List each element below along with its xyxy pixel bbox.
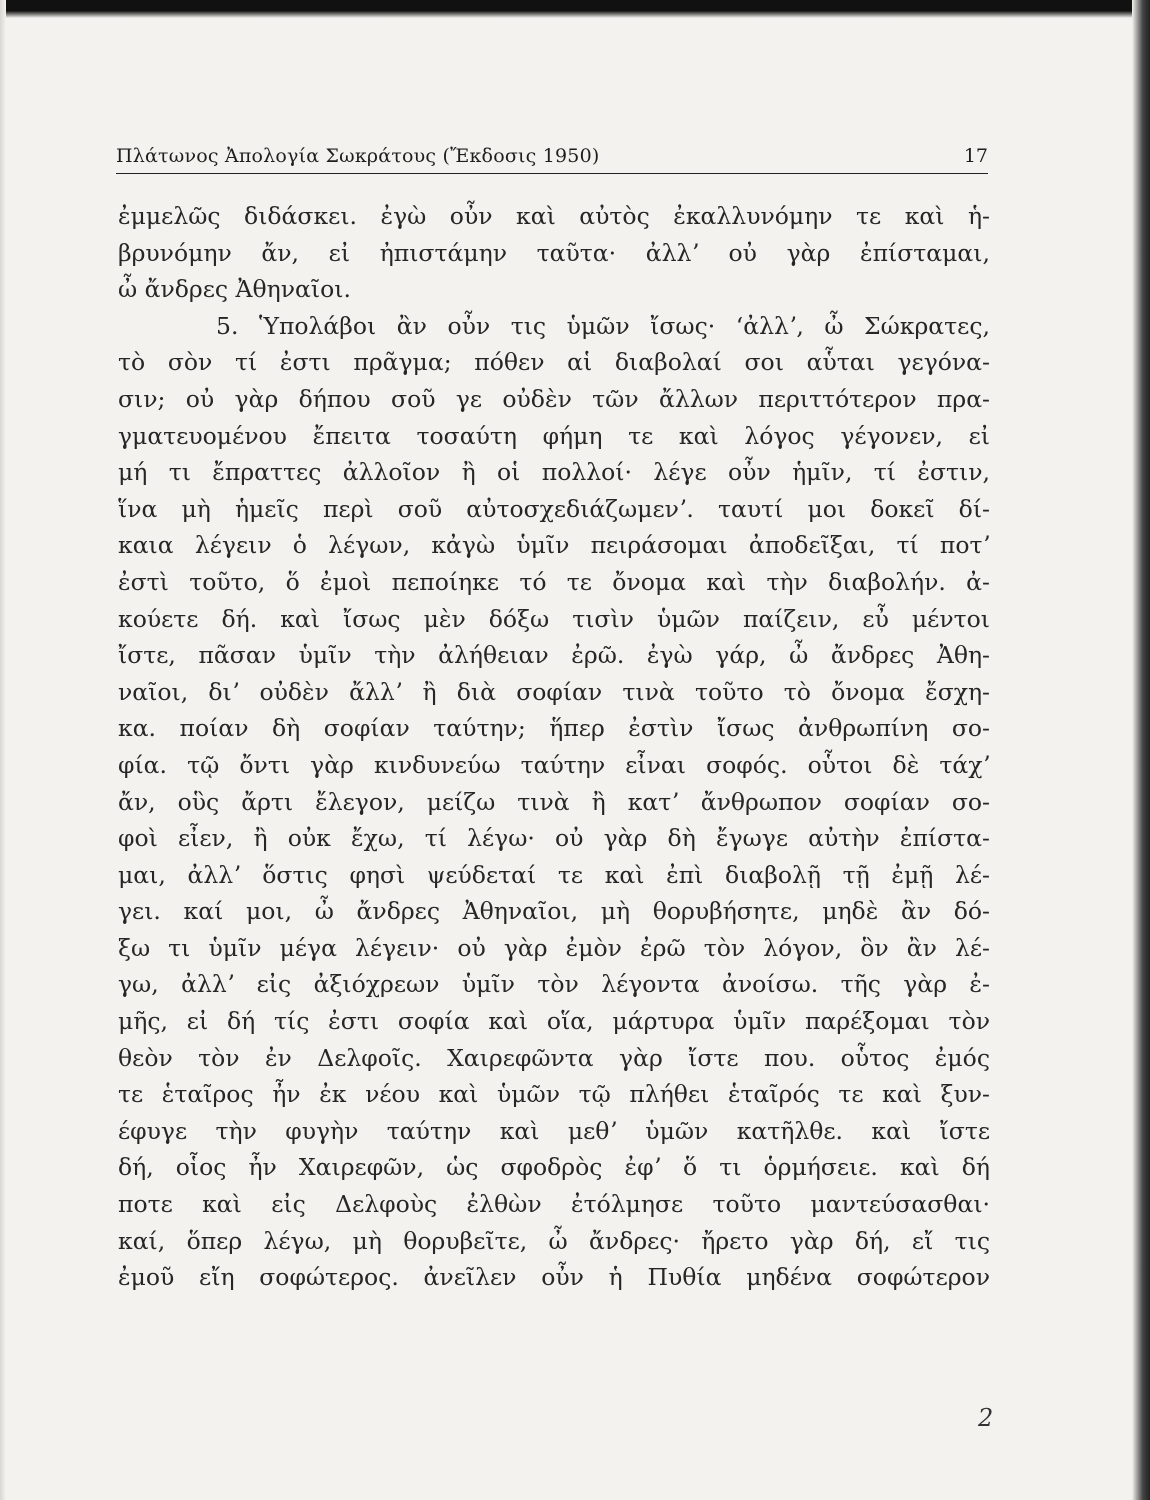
header-page-number: 17 [963, 145, 988, 167]
text-line: γματευομένου ἔπειτα τοσαύτη φήμη τε καὶ λόγος γέγονεν, εἰ [118, 421, 990, 450]
body-text [118, 198, 990, 1296]
text-line: ναῖοι, διʼ οὐδὲν ἄλλʼ ἢ διὰ σοφίαν τινὰ τοῦτο τὸ ὄνομα ἔσχη- [118, 677, 990, 706]
text-line: ἐμμελῶς διδάσκει. ἐγὼ οὖν καὶ αὐτὸς ἐκαλλυνόμην τε καὶ ἡ- [118, 202, 990, 230]
text-line: 5. Ὑπολάβοι ἂν οὖν τις ὑμῶν ἴσως· ʻἀλλʼ, ὦ Σώκρατες, [216, 311, 990, 340]
text-line: ποτε καὶ εἰς Δελφοὺς ἐλθὼν ἐτόλμησε τοῦτο μαντεύσασθαι· [118, 1190, 990, 1219]
text-line: ἐστὶ τοῦτο, ὅ ἐμοὶ πεποίηκε τό τε ὄνομα καὶ τὴν διαβολήν. ἀ- [118, 567, 990, 596]
text-line: τὸ σὸν τί ἐστι πρᾶγμα; πόθεν αἱ διαβολαί σοι αὗται γεγόνα- [118, 348, 990, 377]
text-line: μή τι ἔπραττες ἀλλοῖον ἢ οἱ πολλοί· λέγε οὖν ἡμῖν, τί ἐστιν, [118, 458, 990, 487]
text-line: φοὶ εἶεν, ἢ οὐκ ἔχω, τί λέγω· οὐ γὰρ δὴ ἔγωγε αὐτὴν ἐπίστα- [118, 824, 990, 853]
folio-number: 2 [978, 1404, 994, 1432]
text-line: γω, ἀλλʼ εἰς ἀξιόχρεων ὑμῖν τὸν λέγοντα ἀνοίσω. τῆς γὰρ ἐ- [118, 970, 990, 999]
text-line: δή, οἷος ἦν Χαιρεφῶν, ὡς σφοδρὸς ἐφʼ ὅ τι ὁρμήσειε. καὶ δή [118, 1153, 990, 1182]
text-line: ἐμοῦ εἴη σοφώτερος. ἀνεῖλεν οὖν ἡ Πυθία μηδένα σοφώτερον [118, 1263, 990, 1292]
text-line: γει. καί μοι, ὦ ἄνδρες Ἀθηναῖοι, μὴ θορυβήσητε, μηδὲ ἂν δό- [118, 897, 990, 926]
text-line: κα. ποίαν δὴ σοφίαν ταύτην; ἥπερ ἐστὶν ἴσως ἀνθρωπίνη σο- [118, 714, 990, 743]
header-title: Πλάτωνος Ἀπολογία Σωκράτους (Ἔκδοσις 1950) [116, 145, 600, 167]
text-line: τε ἑταῖρος ἦν ἐκ νέου καὶ ὑμῶν τῷ πλήθει ἑταῖρός τε καὶ ξυν- [118, 1080, 990, 1109]
text-line: έφυγε τὴν φυγὴν ταύτην καὶ μεθʼ ὑμῶν κατῆλθε. καὶ ἴστε [118, 1116, 990, 1145]
running-header [116, 143, 988, 174]
text-line: ξω τι ὑμῖν μέγα λέγειν· οὐ γὰρ ἐμὸν ἐρῶ τὸν λόγον, ὃν ἂν λέ- [118, 933, 990, 962]
text-line: ἴστε, πᾶσαν ὑμῖν τὴν ἀλήθειαν ἐρῶ. ἐγὼ γάρ, ὦ ἄνδρες Ἀθη- [118, 641, 990, 670]
text-line: μῆς, εἰ δή τίς ἐστι σοφία καὶ οἵα, μάρτυρα ὑμῖν παρέξομαι τὸν [118, 1007, 990, 1036]
text-line: θεὸν τὸν ἐν Δελφοῖς. Χαιρεφῶντα γὰρ ἴστε που. οὗτος ἐμός [118, 1043, 990, 1072]
text-line: βρυνόμην ἄν, εἰ ἠπιστάμην ταῦτα· ἀλλʼ οὐ γὰρ ἐπίσταμαι, [118, 238, 990, 267]
text-line: κούετε δή. καὶ ἴσως μὲν δόξω τισὶν ὑμῶν παίζειν, εὖ μέντοι [118, 604, 990, 633]
scan-border-left [0, 0, 6, 1500]
text-line: σιν; οὐ γὰρ δήπου σοῦ γε οὐδὲν τῶν ἄλλων περιττότερον πρα- [118, 384, 990, 413]
text-line: ἄν, οὓς ἄρτι ἔλεγον, μείζω τινὰ ἢ κατʼ ἄνθρωπον σοφίαν σο- [118, 787, 990, 816]
text-line: φία. τῷ ὄντι γὰρ κινδυνεύω ταύτην εἶναι σοφός. οὗτοι δὲ τάχʼ [118, 750, 990, 779]
text-line: ὦ ἄνδρες Ἀθηναῖοι. [118, 275, 351, 304]
text-line: καια λέγειν ὁ λέγων, κἀγὼ ὑμῖν πειράσομαι ἀποδεῖξαι, τί ποτʼ [118, 531, 990, 560]
scan-border-top [0, 0, 1150, 18]
text-line: μαι, ἀλλʼ ὅστις φησὶ ψεύδεταί τε καὶ ἐπὶ διαβολῇ τῇ ἐμῇ λέ- [118, 860, 990, 889]
text-line: ἵνα μὴ ἡμεῖς περὶ σοῦ αὐτοσχεδιάζωμενʼ. ταυτί μοι δοκεῖ δί- [118, 494, 990, 523]
scan-border-right [1132, 0, 1150, 1500]
text-line: καί, ὅπερ λέγω, μὴ θορυβεῖτε, ὦ ἄνδρες· ἤρετο γὰρ δή, εἴ τις [118, 1226, 990, 1255]
